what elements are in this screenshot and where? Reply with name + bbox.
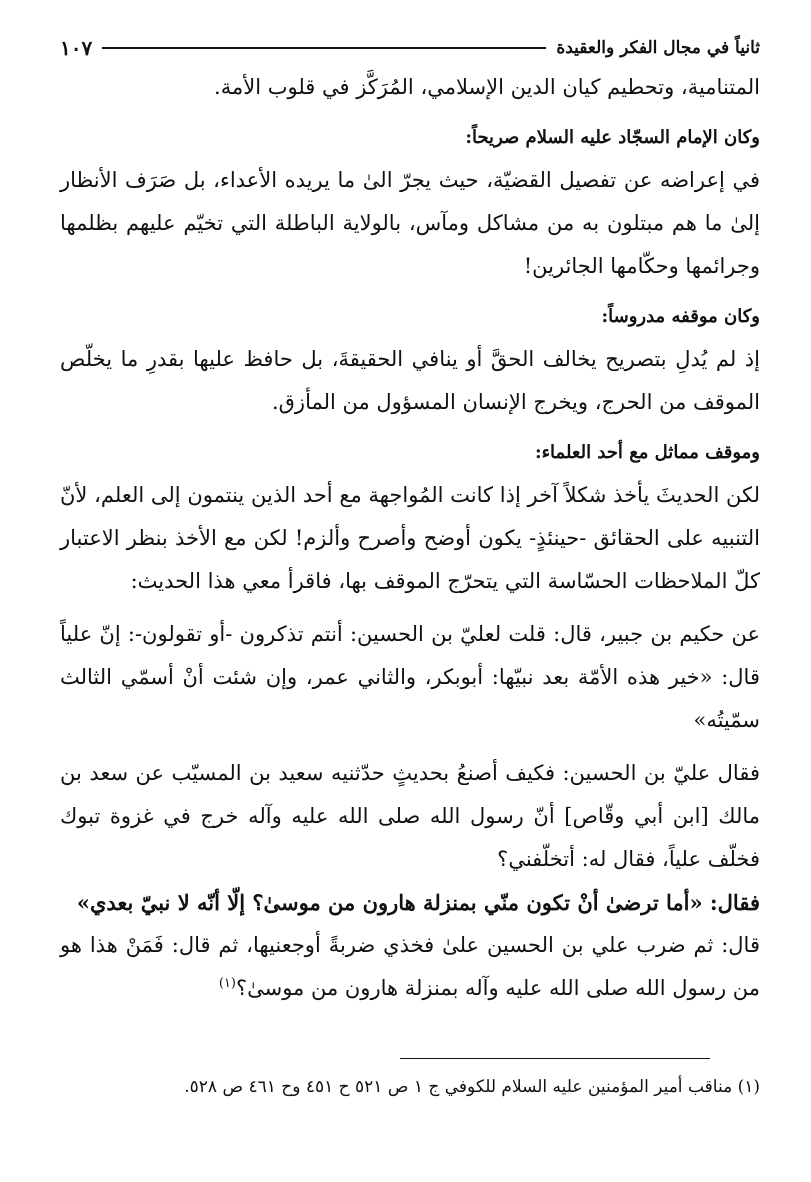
footnote: (١) مناقب أمير المؤمنين عليه السلام للكوفي ج ١ ص ٥٢١ ح ٤٥١ وح ٤٦١ ص ٥٢٨. — [184, 1077, 760, 1097]
paragraph-hadith-4 — [60, 924, 760, 1010]
paragraph-hadith-1: عن حكيم بن جبير، قال: قلت لعليّ بن الحسين: أنتم تذكرون -أو تقولون-: إنّ علياً قال: «خير هذه الأمّة بعد نبيّها: أبوبكر، والثاني عمر، وإن شئت أنْ أسمّي الثالث سمّيتُه» — [60, 622, 760, 732]
subheading-frank: وكان الإمام السجّاد عليه السلام صريحاً: — [465, 127, 760, 148]
footnote-marker: (١) — [218, 976, 236, 991]
paragraph-2: في إعراضه عن تفصيل القضيّة، حيث يجرّ الىٰ ما يريده الأعداء، بل صَرَف الأنظار إلىٰ ما هم مبتلون به من مشاكل ومآس، بالولاية الباطلة التي تخيّم عليهم بظلمها وجرائمها وحكّامها الجائرين! — [60, 168, 760, 278]
subheading-scholar: وموقف مماثل مع أحد العلماء: — [534, 442, 760, 463]
paragraph-4: لكن الحديثَ يأخذ شكلاً آخر إذا كانت المُواجهة مع أحد الذين ينتمون إلى العلم، لأنّ التنبيه على الحقائق -حينئذٍ- يكون أوضح وأصرح وألزم! لكن مع الأخذ بنظر الاعتبار كلّ الملاحظات الحسّاسة التي يتحرّج الموقف بها، فاقرأ معي هذا الحديث: — [60, 483, 760, 593]
subheading-studied: وكان موقفه مدروساً: — [601, 306, 760, 327]
running-header — [60, 30, 760, 66]
page-number: ١٠٧ — [60, 36, 93, 60]
paragraph-1: المتنامية، وتحطيم كيان الدين الإسلامي، المُرَكَّز في قلوب الأمة. — [214, 75, 760, 99]
paragraph-hadith-2: فقال عليّ بن الحسين: فكيف أصنعُ بحديثٍ حدّثنيه سعيد بن المسيّب عن سعد بن مالك [ابن أبي وقّاص] أنّ رسول الله صلى الله عليه وآله خرج في غزوة تبوك فخلّف علياً، فقال له: أتخلّفني؟ — [60, 761, 760, 871]
paragraph-hadith-3: فقال: «أما ترضىٰ أنْ تكون منّي بمنزلة هارون من موسىٰ؟ إلّا أنّه لا نبيّ بعدي» — [76, 890, 760, 915]
footnote-divider — [400, 1058, 710, 1059]
header-title: ثانياً في مجال الفكر والعقيدة — [556, 38, 760, 58]
paragraph-hadith-4-text: قال: ثم ضرب علي بن الحسين علىٰ فخذي ضربةً أوجعنيها، ثم قال: فَمَنْ هذا هو من رسول الله صلى الله عليه وآله بمنزلة هارون من موسىٰ؟ — [60, 933, 760, 1000]
page — [60, 30, 760, 1010]
header-rule — [102, 47, 546, 49]
paragraph-3: إذ لم يُدلِ بتصريح يخالف الحقَّ أو ينافي الحقيقةَ، بل حافظ عليها بقدرِ ما يخلّص الموقف من الحرج، ويخرج الإنسان المسؤول من المأزق. — [60, 347, 760, 414]
